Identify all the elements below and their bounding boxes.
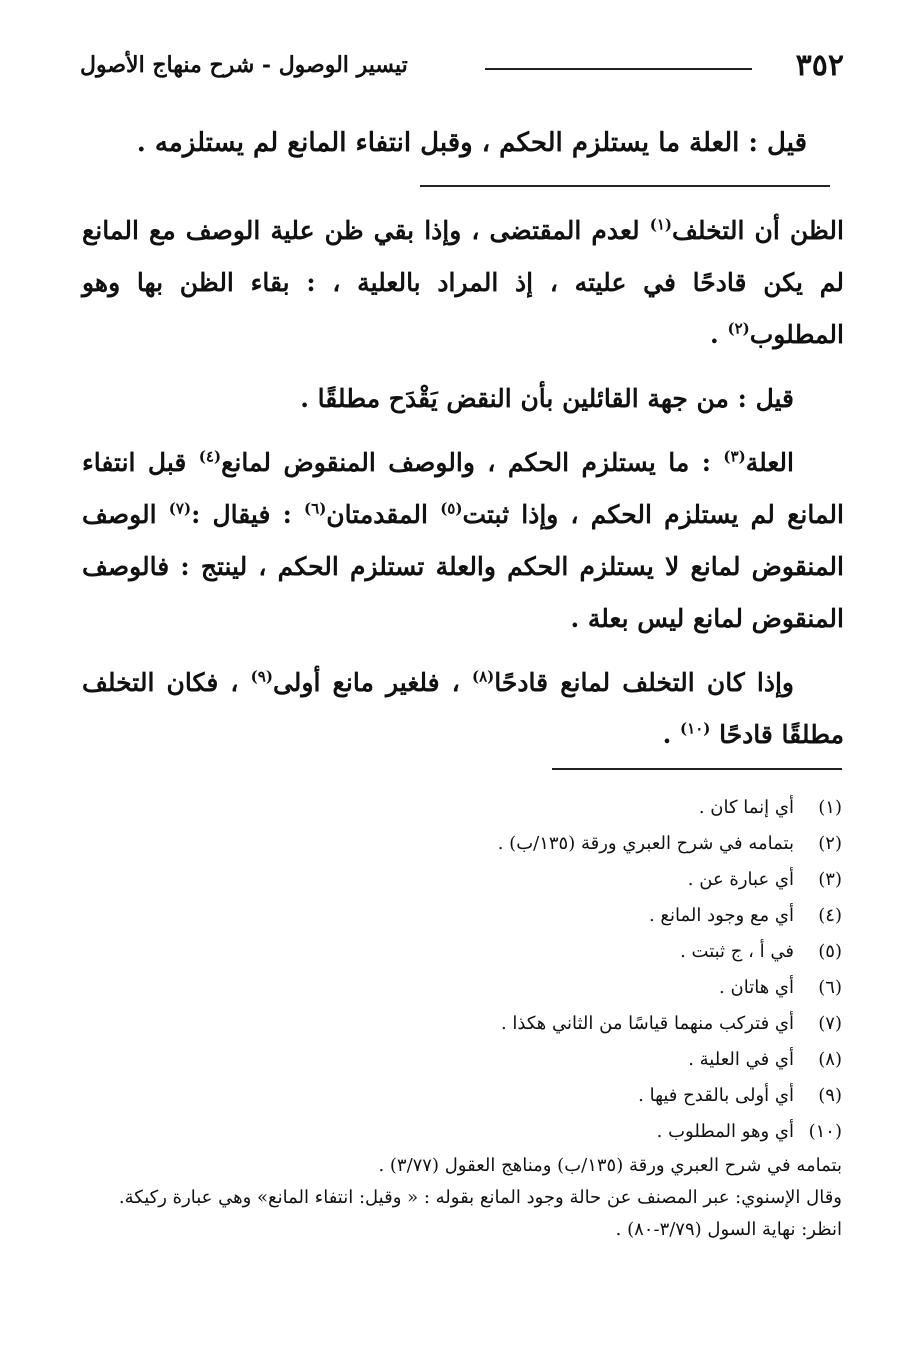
footnote-item (85, 1006, 842, 1042)
footnote-continuation-line: وقال الإسنوي: عبر المصنف عن حالة وجود المانع بقوله : « وقيل: انتفاء المانع» وهي عبارة ركيكة. (118, 1187, 842, 1208)
footnote-item (85, 970, 842, 1006)
main-text (82, 205, 844, 773)
footnote-text: أي في العلية . (688, 1049, 794, 1070)
quoted-statement: قيل : العلة ما يستلزم الحكم ، وقبل انتفاء المانع لم يستلزمه . (136, 128, 807, 158)
footnotes (85, 790, 842, 1246)
footnote-continuation-line: انظر: نهاية السول (٣/٧٩-٨٠) . (615, 1219, 842, 1240)
footnote-item (85, 934, 842, 970)
paragraph-4: وإذا كان التخلف لمانع قادحًا$^{(٨)}$ ، فلغير مانع أولى$^{(٩)}$ ، فكان التخلف مطلقًا قادحًا $^{(١٠)}$ . (82, 667, 844, 749)
footnote-ref-9[interactable]: (٩) (250, 667, 273, 686)
footnote-number: (٣) (818, 869, 842, 890)
footnote-ref-5[interactable]: (٥) (440, 499, 463, 518)
footnote-text: في أ ، ج ثبتت . (680, 941, 794, 962)
footnote-item (85, 790, 842, 826)
footnote-text: أي فتركب منهما قياسًا من الثاني هكذا . (500, 1013, 794, 1034)
footnote-ref-1[interactable]: (١) (649, 215, 673, 234)
footnote-text: أي وهو المطلوب . (656, 1121, 794, 1142)
footnote-item (85, 862, 842, 898)
footnote-number: (٨) (818, 1049, 842, 1070)
page-header (80, 48, 844, 88)
footnote-number: (٦) (818, 977, 842, 998)
page-number: ٣٥٢ (795, 48, 844, 83)
footnote-item (85, 1042, 842, 1078)
paragraph-1: الظن أن التخلف$^{(١)}$ لعدم المقتضى ، وإذا بقي ظن علية الوصف مع المانع لم يكن قادحًا في عليته ، إذ المراد بالعلية ، : بقاء الظن بها وهو المطلوب$^{(٢)}$ . (82, 215, 844, 349)
footnote-text: بتمامه في شرح العبري ورقة (١٣٥/ب) . (497, 833, 794, 854)
footnote-item (85, 826, 842, 862)
footnote-ref-3[interactable]: (٣) (723, 447, 746, 466)
footnote-number: (٥) (818, 941, 842, 962)
footnote-number: (١٠) (808, 1121, 842, 1142)
footnote-number: (٧) (818, 1013, 842, 1034)
header-rule (485, 68, 752, 70)
footnote-item (85, 1114, 842, 1150)
paragraph-3: العلة$^{(٣)}$ : ما يستلزم الحكم ، والوصف المنقوض لمانع$^{(٤)}$ قبل انتفاء المانع لم يستلزم الحكم ، وإذا ثبتت$^{(٥)}$ المقدمتان$^{(٦)}$ : فيقال :$^{(٧)}$ الوصف المنقوض لمانع لا يستلزم الحكم والعلة تستلزم الحكم ، لينتج : فالوصف المنقوض لمانع ليس بعلة . (82, 447, 844, 633)
paragraph-2: قيل : من جهة القائلين بأن النقض يَقْدَح مطلقًا . (300, 384, 794, 413)
footnote-ref-7[interactable]: (٧) (168, 499, 192, 518)
footnote-ref-2[interactable]: (٢) (727, 319, 750, 338)
footnote-number: (١) (818, 797, 842, 818)
footnote-ref-4[interactable]: (٤) (198, 447, 222, 466)
quote-rule (420, 185, 830, 187)
footnote-text: أي إنما كان . (698, 797, 794, 818)
footnote-text: أي هاتان . (719, 977, 794, 998)
footnote-number: (٤) (818, 905, 842, 926)
footnote-ref-10[interactable]: (١٠) (680, 719, 711, 738)
footnote-text: أي مع وجود المانع . (648, 905, 794, 926)
footnote-number: (٢) (818, 833, 842, 854)
footnote-item (85, 1078, 842, 1114)
footnote-text: أي عبارة عن . (687, 869, 794, 890)
footnote-item (85, 898, 842, 934)
footnote-ref-8[interactable]: (٨) (471, 667, 495, 686)
footnote-ref-6[interactable]: (٦) (304, 499, 327, 518)
footnote-text: أي أولى بالقدح فيها . (638, 1085, 794, 1106)
footnote-separator (552, 768, 842, 770)
footnote-continuation-line: بتمامه في شرح العبري ورقة (١٣٥/ب) ومناهج العقول (٣/٧٧) . (378, 1155, 842, 1176)
running-title: تيسير الوصول - شرح منهاج الأصول (80, 52, 408, 78)
footnote-number: (٩) (818, 1085, 842, 1106)
